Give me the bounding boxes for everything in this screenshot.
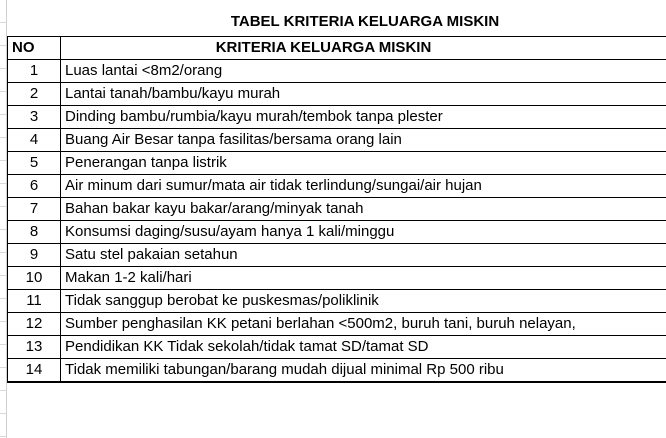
table-row xyxy=(8,60,666,83)
table-row xyxy=(8,244,666,267)
row-number-cell[interactable]: 12 xyxy=(8,313,61,336)
row-number-cell[interactable]: 13 xyxy=(8,336,61,359)
row-number-cell[interactable]: 2 xyxy=(8,83,61,106)
row-number-cell[interactable]: 9 xyxy=(8,244,61,267)
table-row xyxy=(8,336,666,359)
row-number-cell[interactable]: 10 xyxy=(8,267,61,290)
row-number-cell[interactable]: 4 xyxy=(8,129,61,152)
row-number-cell[interactable]: 8 xyxy=(8,221,61,244)
table-row xyxy=(8,267,666,290)
criteria-cell[interactable]: Buang Air Besar tanpa fasilitas/bersama orang lain xyxy=(61,129,666,152)
header-no-cell[interactable]: NO xyxy=(8,37,61,60)
row-number-cell[interactable]: 3 xyxy=(8,106,61,129)
criteria-cell[interactable]: Tidak memiliki tabungan/barang mudah dijual minimal Rp 500 ribu xyxy=(61,359,666,383)
criteria-cell[interactable]: Air minum dari sumur/mata air tidak terlindung/sungai/air hujan xyxy=(61,175,666,198)
criteria-cell[interactable]: Tidak sanggup berobat ke puskesmas/poliklinik xyxy=(61,290,666,313)
row-number-cell[interactable]: 11 xyxy=(8,290,61,313)
table-row xyxy=(8,313,666,336)
criteria-cell[interactable]: Sumber penghasilan KK petani berlahan <500m2, buruh tani, buruh nelayan, xyxy=(61,313,666,336)
criteria-cell[interactable]: Konsumsi daging/susu/ayam hanya 1 kali/minggu xyxy=(61,221,666,244)
criteria-cell[interactable]: Pendidikan KK Tidak sekolah/tidak tamat SD/tamat SD xyxy=(61,336,666,359)
row-header-gutter xyxy=(0,0,7,438)
criteria-cell[interactable]: Dinding bambu/rumbia/kayu murah/tembok tanpa plester xyxy=(61,106,666,129)
table-row xyxy=(8,221,666,244)
header-criteria-cell[interactable]: KRITERIA KELUARGA MISKIN xyxy=(61,37,666,60)
table-row xyxy=(8,106,666,129)
row-number-cell[interactable]: 6 xyxy=(8,175,61,198)
table-row xyxy=(8,175,666,198)
criteria-cell[interactable]: Bahan bakar kayu bakar/arang/minyak tanah xyxy=(61,198,666,221)
table-row xyxy=(8,359,666,383)
row-number-cell[interactable]: 14 xyxy=(8,359,61,383)
table-title[interactable]: TABEL KRITERIA KELUARGA MISKIN xyxy=(230,13,500,30)
header-row xyxy=(8,37,666,60)
criteria-cell[interactable]: Satu stel pakaian setahun xyxy=(61,244,666,267)
criteria-cell[interactable]: Luas lantai <8m2/orang xyxy=(61,60,666,83)
table-row xyxy=(8,290,666,313)
table-row xyxy=(8,83,666,106)
criteria-cell[interactable]: Penerangan tanpa listrik xyxy=(61,152,666,175)
row-number-cell[interactable]: 1 xyxy=(8,60,61,83)
criteria-cell[interactable]: Lantai tanah/bambu/kayu murah xyxy=(61,83,666,106)
table-row xyxy=(8,129,666,152)
row-number-cell[interactable]: 7 xyxy=(8,198,61,221)
table-row xyxy=(8,152,666,175)
criteria-cell[interactable]: Makan 1-2 kali/hari xyxy=(61,267,666,290)
row-number-cell[interactable]: 5 xyxy=(8,152,61,175)
table-row xyxy=(8,198,666,221)
criteria-table xyxy=(7,36,666,383)
